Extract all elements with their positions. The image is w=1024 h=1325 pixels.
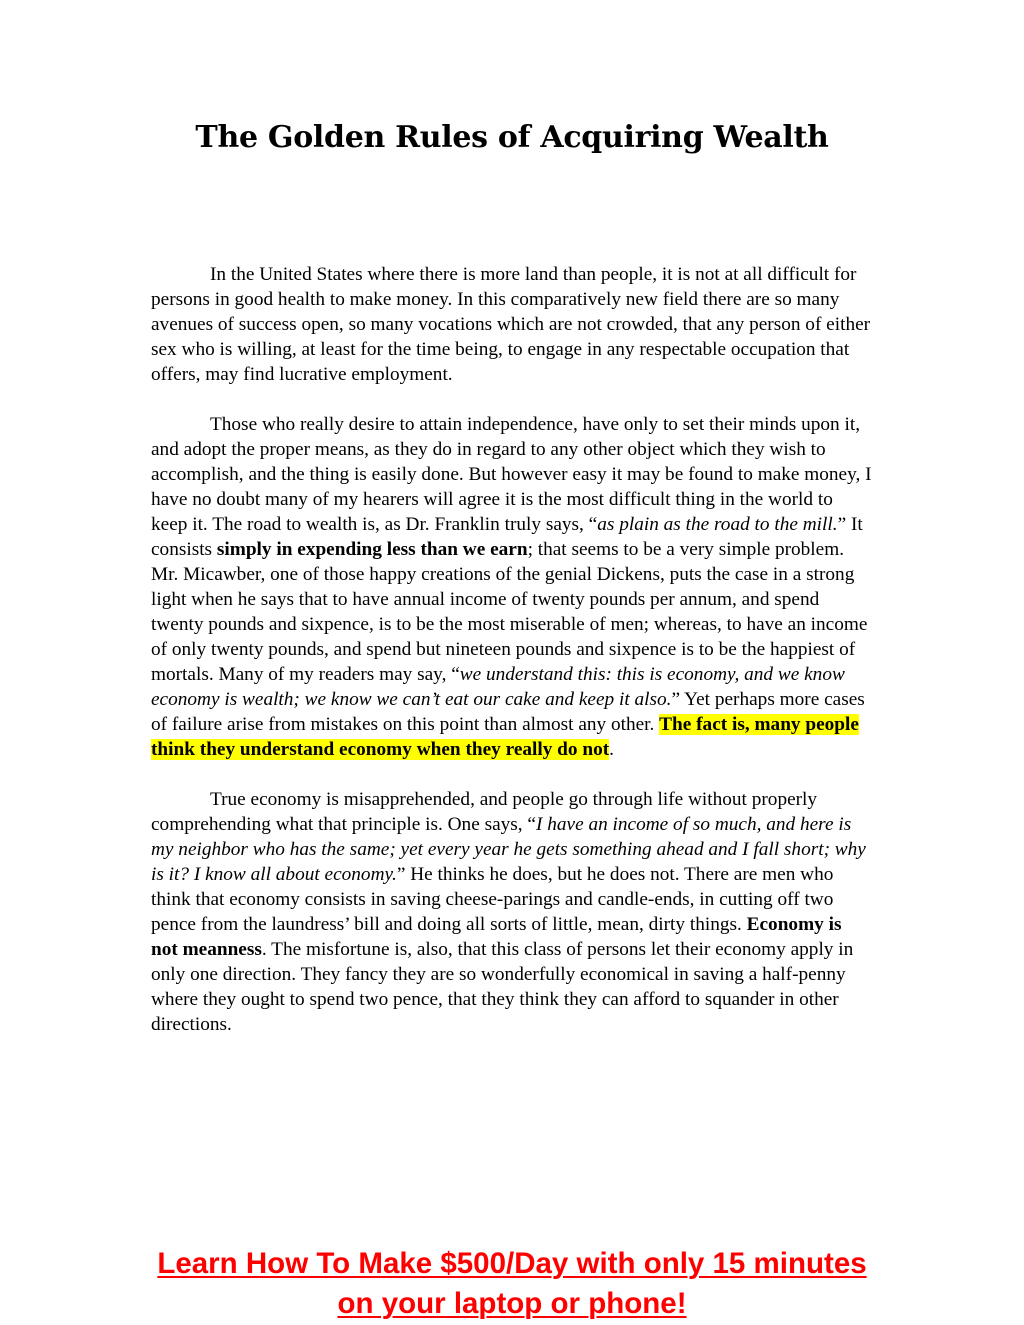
promo-banner [0, 1244, 1024, 1324]
promo-line-1: Learn How To Make $500/Day with only 15 minutes [157, 1247, 867, 1280]
promo-line-2: on your laptop or phone! [337, 1287, 687, 1320]
paragraph-2-text: ; that seems to be a very simple problem. Mr. Micawber, one of those happy creations of the genial Dickens, puts the case in a strong light when he says that to have annual income of twenty pounds per annum, and spend twenty pounds and sixpence, is to be the most miserable of men; whereas, to have an income of only twenty pounds, and spend but nineteen pounds and sixpence is to be the happiest of mortals. Many of my readers may say, “ [151, 539, 868, 685]
document-body [151, 262, 873, 1037]
paragraph-3-text: ” He thinks he does, but he does not. There are men who think that economy consists in saving cheese-parings and candle-ends, in cutting off two pence from the laundress’ bill and doing all sorts of little, mean, dirty things. [151, 864, 834, 935]
document-title: The Golden Rules of Acquiring Wealth [195, 120, 829, 155]
highlighted-statement: The fact is, many people think they understand economy when they really do not [151, 714, 859, 760]
emphasis-economy-not-meanness: Economy is not meanness [151, 914, 842, 960]
paragraph-3 [151, 787, 873, 1037]
paragraph-2 [151, 412, 873, 762]
paragraph-1: In the United States where there is more land than people, it is not at all difficult for persons in good health to make money. In this comparatively new field there are so many avenues of success open, so many vocations which are not crowded, that any person of either sex who is willing, at least for the time being, to engage in any respectable occupation that offers, may find lucrative employment. [151, 264, 871, 385]
paragraph-3-text: . The misfortune is, also, that this class of persons let their economy apply in only one direction. They fancy they are so wonderfully economical in saving a half-penny where they ought to spend two pence, that they think they can afford to squander in other directions. [151, 939, 854, 1035]
paragraph-2-text: ” Yet perhaps more cases of failure arise from mistakes on this point than almost any other. [151, 689, 865, 735]
franklin-quote: as plain as the road to the mill. [597, 514, 838, 535]
paragraph-2-text: ” It consists [151, 514, 863, 560]
readers-quote: we understand this: this is economy, and we know economy is wealth; we know we can’t eat our cake and keep it also. [151, 664, 845, 710]
paragraph-3-text: True economy is misapprehended, and people go through life without properly comprehending what that principle is. One says, “ [151, 789, 818, 835]
neighbor-quote: I have an income of so much, and here is my neighbor who has the same; yet every year he gets something ahead and I fall short; why is it? I know all about economy. [151, 814, 866, 885]
emphasis-expending-less: simply in expending less than we earn [216, 539, 528, 560]
paragraph-2-text: Those who really desire to attain independence, have only to set their minds upon it, and adopt the proper means, as they do in regard to any other object which they wish to accomplish, and the thing is easily done. But however easy it may be found to make money, I have no doubt many of my hearers will agree it is the most difficult thing in the world to keep it. The road to wealth is, as Dr. Franklin truly says, “ [151, 414, 872, 535]
paragraph-2-text: . [609, 739, 614, 760]
promo-link[interactable] [0, 1244, 1024, 1324]
